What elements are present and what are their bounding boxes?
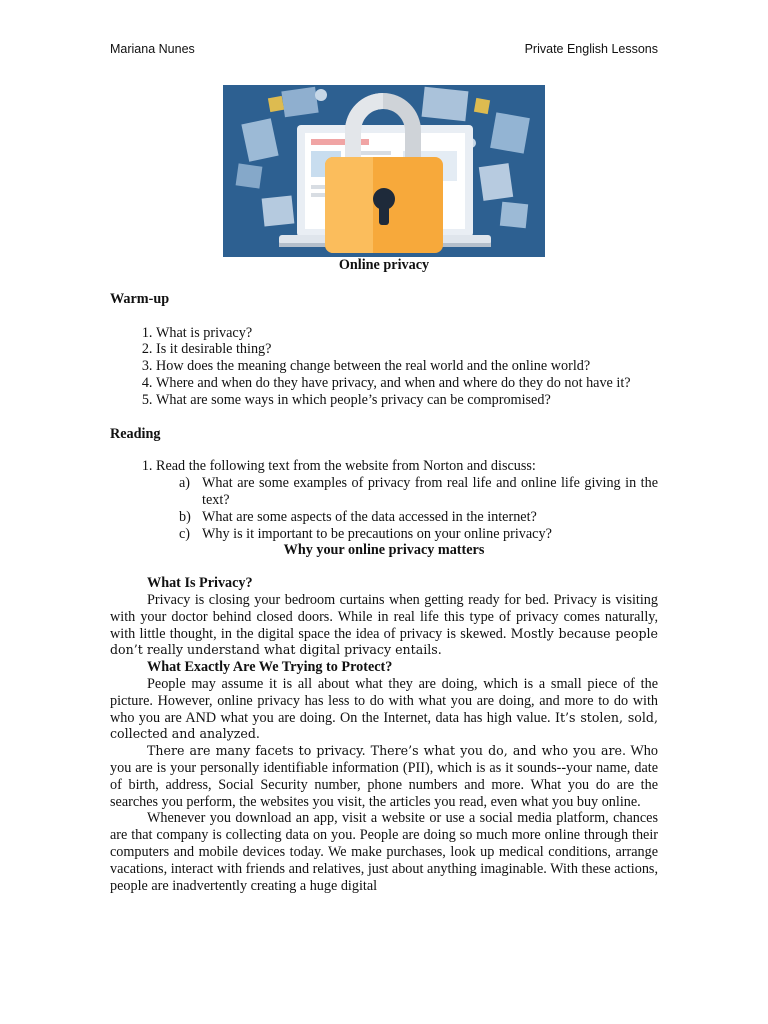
reading-heading: Reading (110, 425, 161, 442)
list-item (156, 392, 658, 409)
article-paragraph (110, 743, 658, 810)
subtask-text: Why is it important to be precautions on your online privacy? (202, 525, 552, 542)
subtask-marker: c) (179, 525, 191, 542)
list-item (179, 509, 658, 526)
document-body (110, 256, 658, 894)
article-paragraph (110, 592, 658, 659)
subtask-marker: b) (179, 508, 191, 525)
list-item: 3. How does the meaning change between the real world and the online world? (156, 358, 658, 375)
list-item: 4. Where and when do they have privacy, and when and where do they do not have it? (156, 375, 658, 392)
paragraph-text: It’s stolen, sold, collected and analyzed. (110, 709, 658, 742)
header-course: Private English Lessons (524, 42, 658, 56)
subtask-marker: a) (179, 475, 191, 492)
article-paragraph (110, 676, 658, 743)
article-heading-what-is-privacy: What Is Privacy? (147, 575, 253, 592)
list-item: 2. Is it desirable thing? (156, 341, 658, 358)
article-paragraph: Whenever you download an app, visit a website or use a social media platform, chances are that company is collecting data on you. People are doing so much more online through their computers and mobile devices today. We make purchases, look up medical conditions, arrange vacations, interact with friends and relatives, just about anything imaginable. With these actions, people are inadvertently creating a huge digital (110, 810, 658, 894)
list-item (179, 526, 658, 543)
list-item: 1. What is privacy? (156, 325, 658, 342)
page-header (110, 42, 658, 62)
paragraph-text: There are many facets to privacy. There’s what you do, and who you are. (147, 743, 627, 759)
list-item (156, 458, 658, 542)
header-author: Mariana Nunes (110, 42, 195, 56)
reading-task-list (110, 458, 658, 542)
warmup-question-list (110, 325, 658, 409)
paragraph-text: Privacy is closing your bedroom curtains when getting ready for bed. Privacy is visiting with your doctor behind closed doors. While in real life this type of privacy comes naturally, with little thought, in the digital space the idea of privacy is skewed. (110, 591, 658, 642)
subtask-text: What are some aspects of the data accessed in the internet? (202, 508, 537, 525)
online-privacy-illustration (223, 85, 545, 257)
reading-task-text: Read the following text from the website from Norton and discuss: (156, 458, 536, 475)
article-heading-what-to-protect: What Exactly Are We Trying to Protect? (147, 659, 393, 676)
warmup-question-text: What are some ways in which people’s privacy can be compromised? (156, 391, 551, 408)
subtask-text: What are some examples of privacy from real life and online life giving in the text? (202, 475, 658, 508)
warmup-heading: Warm-up (110, 290, 170, 307)
article-title: Why your online privacy matters (283, 542, 485, 559)
paragraph-text: Who you are is your personally identifiable information (PII), which is as it sounds--your name, date of birth, address, Social Security number, phone numbers and more. What you do are the searches you perform, the websites you visit, the articles you read, even what you buy online. (110, 743, 658, 810)
figure-caption: Online privacy (338, 257, 430, 273)
list-item (179, 475, 658, 509)
reading-subtask-list (156, 475, 658, 542)
padlock-laptop-illustration (223, 85, 545, 257)
paragraph-text: Mostly because people don’t really understand what digital privacy entails. (110, 625, 658, 658)
paragraph-text: People may assume it is all about what they are doing, which is a small piece of the picture. However, online privacy has less to do with what you are doing, and more to do with who you are AND what you are doing. On the Internet, data has high value. (110, 675, 658, 726)
